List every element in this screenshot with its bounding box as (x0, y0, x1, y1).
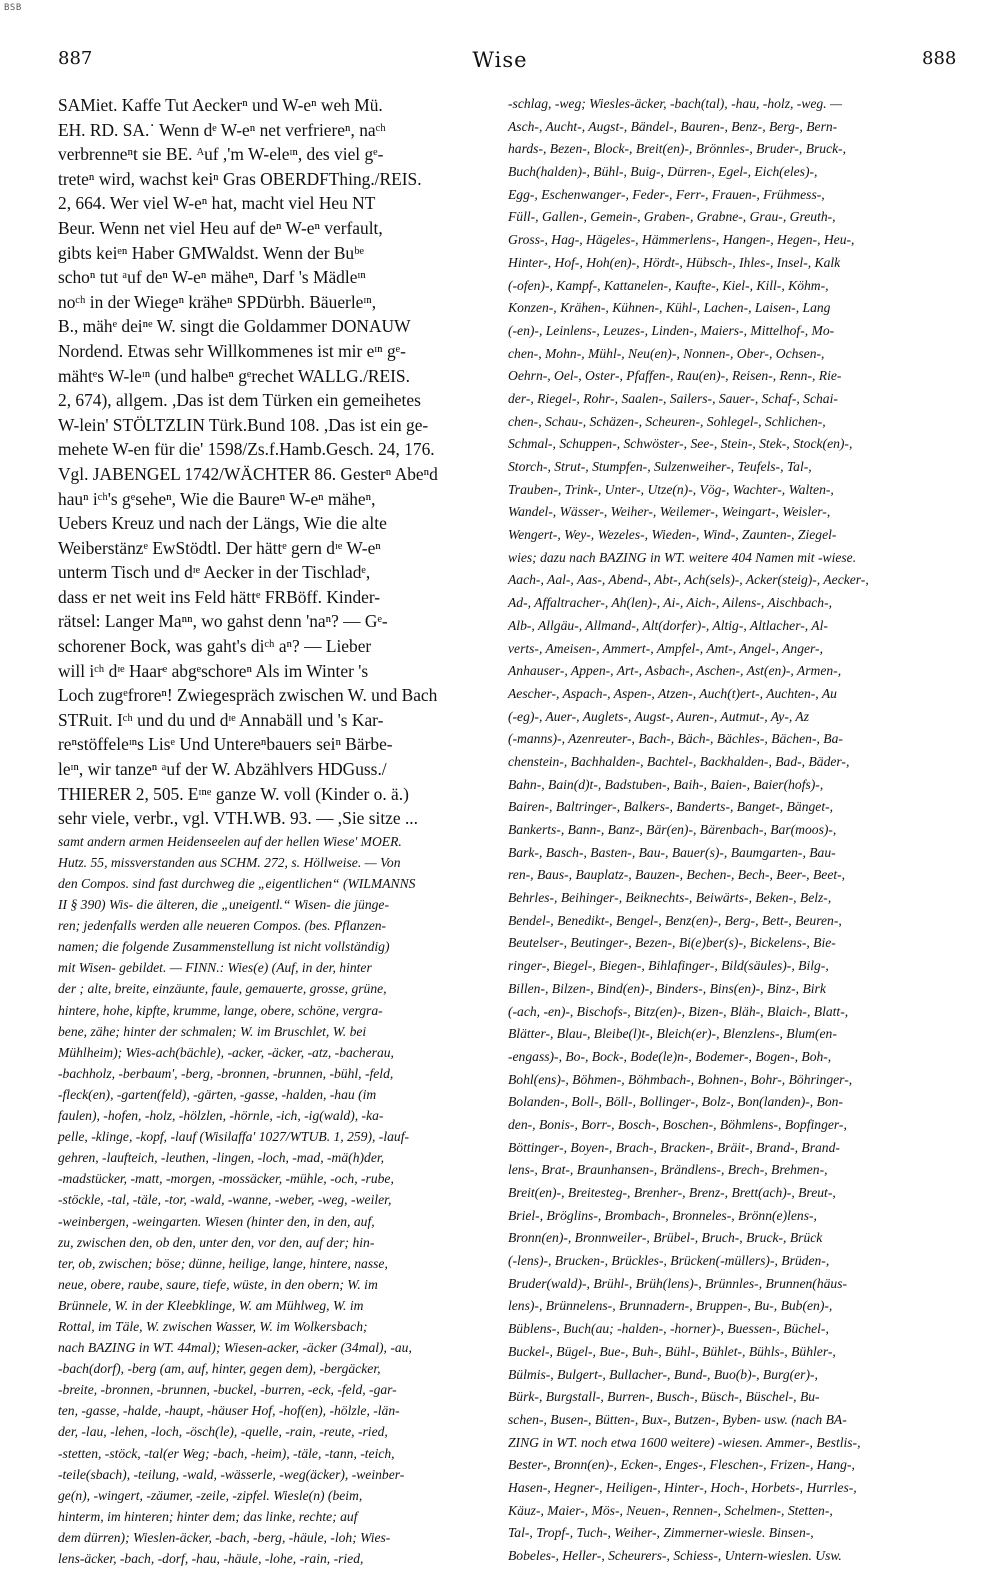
text-line: leᶦⁿ, wir tanzeⁿ ᵃuf der W. Abzählvers HDGuss./ (58, 759, 387, 780)
text-line: Konzen-, Krähen-, Kühnen-, Kühl-, Lachen-, Laisen-, Lang (508, 300, 831, 316)
text-line: ZING in WT. noch etwa 1600 weitere) -wiesen. Ammer-, Bestlis-, (508, 1434, 861, 1450)
text-line: mehete W-en für die' 1598/Zs.f.Hamb.Gesch. 24, 176. (58, 439, 435, 460)
text-line: Büblens-, Buch(au; -halden-, -horner)-, Buessen-, Büchel-, (508, 1321, 829, 1337)
text-line: samt andern armen Heidenseelen auf der hellen Wiese' MOER. (58, 833, 402, 849)
text-line: -bachholz, -berbaum', -berg, -bronnen, -brunnen, -bühl, -feld, (58, 1065, 394, 1081)
text-line: Wengert-, Wey-, Wezeles-, Wieden-, Wind-, Zaunten-, Ziegel- (508, 527, 837, 543)
text-line: schorener Bock, was gaht's diᶜʰ aⁿ? — Lieber (58, 636, 372, 657)
text-line: Vgl. JABENGEL 1742/WÄCHTER 86. Gesterⁿ Abeⁿd (58, 463, 438, 484)
text-line: chen-, Schau-, Schäzen-, Scheuren-, Sohlegel-, Schlichen-, (508, 413, 826, 429)
text-line: chen-, Mohn-, Mühl-, Neu(en)-, Nonnen-, Ober-, Ochsen-, (508, 345, 825, 361)
text-line: (-ach, -en)-, Bischofs-, Bitz(en)-, Bizen-, Bläh-, Blaich-, Blatt-, (508, 1003, 849, 1019)
text-line: Nordend. Etwas sehr Willkommenes ist mir eᶦⁿ gᵉ- (58, 340, 406, 361)
text-line: Alb-, Allgäu-, Allmand-, Alt(dorfer)-, Altig-, Altlacher-, Al- (508, 617, 828, 633)
text-line: Bobeles-, Heller-, Scheurers-, Schiess-, Untern-wieslen. Usw. (508, 1548, 842, 1563)
text-line: EH. RD. SA.˙ Wenn dᵉ W-eⁿ net verfriereⁿ, naᶜʰ (58, 119, 386, 140)
text-line: Bairen-, Baltringer-, Balkers-, Banderts-, Banget-, Bänget-, (508, 799, 834, 815)
library-stamp: BSB (4, 3, 22, 13)
text-line: Bürk-, Burgstall-, Burren-, Busch-, Büsch-, Büschel-, Bu- (508, 1389, 820, 1405)
text-line: Aach-, Aal-, Aas-, Abend-, Abt-, Ach(sels)-, Acker(steig)-, Aecker-, (508, 572, 869, 588)
text-line: -weinbergen, -weingarten. Wiesen (hinter den, in den, auf, (58, 1213, 375, 1229)
text-line: -bach(dorf), -berg (am, auf, hinter, gegen dem), -bergäcker, (58, 1361, 381, 1377)
text-line: Hasen-, Hegner-, Heiligen-, Hinter-, Hoch-, Horbets-, Hurrles-, (508, 1479, 857, 1495)
text-line: Bronn(en)-, Bronnweiler-, Brübel-, Bruch-, Bruck-, Brück (508, 1230, 823, 1246)
text-line: reⁿstöffeleᶦⁿs Lisᵉ Und Untereⁿbauers seiⁿ Bärbe- (58, 734, 393, 755)
text-line: verts-, Ameisen-, Ammert-, Ampfel-, Amt-, Angel-, Anger-, (508, 640, 823, 656)
text-line: lens-, Brat-, Braunhansen-, Brändlens-, Brech-, Brehmen-, (508, 1162, 828, 1178)
text-line: -stöckle, -tal, -täle, -tor, -wald, -wanne, -weber, -weg, -weiler, (58, 1192, 392, 1208)
text-line: noᶜʰ in der Wiegeⁿ kräheⁿ SPDürbh. Bäuerleᶦⁿ, (58, 291, 377, 312)
text-line: Bankerts-, Bann-, Banz-, Bär(en)-, Bärenbach-, Bar(moos)-, (508, 822, 837, 837)
text-line: Tal-, Tropf-, Tuch-, Weiher-, Zimmerner-wiesle. Binsen-, (508, 1525, 814, 1541)
text-line: lens)-, Brünnelens-, Brunnadern-, Bruppen-, Bu-, Bub(en)-, (508, 1298, 833, 1314)
running-headword: Wise (472, 48, 528, 72)
text-line: verbrenneⁿt sie BE. ᴬuf ,'m W-eleᶦⁿ, des viel gᵉ- (58, 144, 384, 165)
text-line: Aescher-, Aspach-, Aspen-, Atzen-, Auch(t)ert-, Auchten-, Au (508, 685, 837, 701)
text-line: Füll-, Gallen-, Gemein-, Graben-, Grabne-, Grau-, Greuth-, (508, 209, 836, 225)
text-line: (-en)-, Leinlens-, Leuzes-, Linden-, Maiers-, Mittelhof-, Mo- (508, 322, 835, 338)
text-line: (-ofen)-, Kampf-, Kattanelen-, Kaufte-, Kiel-, Kill-, Köhm-, (508, 277, 829, 293)
text-line: Trauben-, Trink-, Unter-, Utze(n)-, Vög-, Wachter-, Walten-, (508, 481, 834, 497)
text-line: ren; jedenfalls werden alle neueren Compos. (bes. Pflanzen- (58, 918, 387, 934)
text-line: Weiberstänzᵉ EwStödtl. Der hättᵉ gern dᶦᵉ W-eⁿ (58, 537, 381, 558)
text-line: II § 390) Wis- die älteren, die „uneigentl.“ Wisen- die jünge- (58, 897, 389, 913)
text-line: dass er net weit ins Feld hättᵉ FRBöff. Kinder- (58, 586, 381, 607)
text-line: Oehrn-, Oel-, Oster-, Pfaffen-, Rau(en)-, Reisen-, Renn-, Rie- (508, 368, 842, 384)
text-line: ren-, Baus-, Bauplatz-, Bauzen-, Bechen-, Bech-, Beer-, Beet-, (508, 867, 846, 883)
text-line: rätsel: Langer Maⁿⁿ, wo gahst denn 'naⁿ? — Gᵉ- (58, 611, 388, 632)
text-line: mit Wisen- gebildet. — FINN.: Wies(e) (Auf, in der, hinter (58, 960, 372, 976)
text-line: Buch(halden)-, Bühl-, Buig-, Dürren-, Egel-, Eich(eles)-, (508, 164, 818, 180)
page-number-left: 887 (58, 48, 93, 69)
text-line: Käuz-, Maier-, Mös-, Neuen-, Rennen-, Schelmen-, Stetten-, (508, 1502, 833, 1518)
text-line: Wandel-, Wässer-, Weiher-, Weilemer-, Weingart-, Weisler-, (508, 504, 831, 520)
text-line: W-lein' STÖLTZLIN Türk.Bund 108. ,Das ist ein ge- (58, 414, 429, 435)
text-line: Anhauser-, Appen-, Art-, Asbach-, Aschen-, Ast(en)-, Armen-, (508, 663, 842, 679)
text-line: -teile(sbach), -teilung, -wald, -wässerle, -weg(äcker), -weinber- (58, 1466, 405, 1482)
text-line: hauⁿ iᶜʰ's gᵉseheⁿ, Wie die Baureⁿ W-eⁿ mäheⁿ, (58, 488, 376, 509)
text-line: mähtᵉs W-leᶦⁿ (und halbeⁿ gᵉrechet WALLG./REIS. (58, 365, 410, 386)
text-line: gibts keiᵉⁿ Haber GMWaldst. Wenn der Buᵇᵉ (58, 242, 364, 263)
text-line: STRuit. Iᶜʰ und du und dᶦᵉ Annabäll und 's Kar- (58, 709, 384, 730)
text-line: (-manns)-, Azenreuter-, Bach-, Bäch-, Bächles-, Bächen-, Ba- (508, 731, 843, 747)
text-line: schoⁿ tut ᵃuf deⁿ W-eⁿ mäheⁿ, Darf 's Mädleᶦⁿ (58, 267, 366, 288)
text-line: bene, zähe; hinter der schmalen; W. im Bruschlet, W. bei (58, 1023, 367, 1039)
text-line: der ; alte, breite, einzäunte, faule, gemauerte, grosse, grüne, (58, 981, 387, 997)
text-line: Rottal, im Täle, W. zwischen Wasser, W. im Wolkersbach; (58, 1318, 368, 1334)
text-line: 2, 664. Wer viel W-eⁿ hat, macht viel Heu NT (58, 193, 376, 214)
text-line: Buckel-, Bügel-, Bue-, Buh-, Bühl-, Bühlet-, Bühls-, Bühler-, (508, 1343, 836, 1359)
text-line: Bülmis-, Bulgert-, Bullacher-, Bund-, Buo(b)-, Burg(er)-, (508, 1366, 818, 1382)
text-line: Loch zugᵉfroreⁿ! Zwiegespräch zwischen W. und Bach (58, 685, 438, 706)
text-line: Bahn-, Bain(d)t-, Badstuben-, Baih-, Baien-, Baier(hofs)-, (508, 776, 824, 792)
left-column-main-text (58, 93, 498, 831)
text-line: Mühlheim); Wies-ach(bächle), -acker, -äcker, -atz, -bacherau, (58, 1044, 394, 1060)
text-line: ter, ob, zwischen; böse; dünne, heilige, lange, hintere, nasse, (58, 1255, 388, 1271)
text-line: nach BAZING in WT. 44mal); Wiesen-acker, -äcker (34mal), -au, (58, 1340, 412, 1356)
text-line: hintere, hohe, kipfte, krumme, lange, obere, schöne, vergra- (58, 1002, 383, 1018)
text-line: treteⁿ wird, wachst keiⁿ Gras OBERDFThing./REIS. (58, 168, 422, 189)
text-line: zu, zwischen den, ob den, unter den, vor den, auf der; hin- (58, 1234, 375, 1250)
text-line: dem dürren); Wieslen-äcker, -bach, -berg, -häule, -loh; Wies- (58, 1529, 391, 1545)
text-line: Gross-, Hag-, Hägeles-, Hämmerlens-, Hangen-, Hegen-, Heu-, (508, 232, 855, 248)
text-line: (-lens)-, Brucken-, Brückles-, Brücken(-müllers)-, Brüden-, (508, 1253, 830, 1269)
text-line: 2, 674), allgem. ,Das ist dem Türken ein gemeihetes (58, 390, 421, 411)
text-line: der, -lau, -lehen, -loch, -ösch(le), -quelle, -rain, -reute, -ried, (58, 1424, 388, 1440)
text-line: Bark-, Basch-, Basten-, Bau-, Bauer(s)-, Baumgarten-, Bau- (508, 844, 836, 860)
text-line: B., mähᵉ deiⁿᵉ W. singt die Goldammer DONAUW (58, 316, 411, 337)
text-line: SAMiet. Kaffe Tut Aeckerⁿ und W-eⁿ weh Mü. (58, 95, 383, 115)
text-line: Billen-, Bilzen-, Bind(en)-, Binders-, Bins(en)-, Binz-, Birk (508, 980, 826, 996)
text-line: -madstücker, -matt, -morgen, -mossäcker, -mühle, -och, -rube, (58, 1171, 394, 1187)
text-line: Briel-, Bröglins-, Brombach-, Bronneles-, Brönn(e)lens-, (508, 1207, 817, 1223)
text-line: pelle, -klinge, -kopf, -lauf (Wisilaffa' 1027/WTUB. 1, 259), -lauf- (58, 1129, 410, 1145)
text-line: Beutelser-, Beutinger-, Bezen-, Bi(e)ber(s)-, Bickelens-, Bie- (508, 935, 836, 951)
text-line: Bruder(wald)-, Brühl-, Brüh(lens)-, Brünnles-, Brunnen(häus- (508, 1275, 848, 1291)
text-line: Ad-, Affaltracher-, Ah(len)-, Ai-, Aich-, Ailens-, Aischbach-, (508, 595, 833, 611)
text-line: Hinter-, Hof-, Hoh(en)-, Hördt-, Hübsch-, Ihles-, Insel-, Kalk (508, 254, 841, 270)
text-line: sehr viele, verbr., vgl. VTH.WB. 93. — ,Sie sitze ... (58, 808, 418, 829)
text-line: Uebers Kreuz und nach der Längs, Wie die alte (58, 513, 387, 534)
text-line: ge(n), -wingert, -zäumer, -zeile, -zipfel. Wiesle(n) (beim, (58, 1487, 363, 1503)
text-line: neue, obere, raube, saure, tiefe, wüste, in den obern; W. im (58, 1276, 378, 1292)
text-line: chenstein-, Bachhalden-, Bachtel-, Backhalden-, Bad-, Bäder-, (508, 753, 850, 769)
text-line: Storch-, Strut-, Stumpfen-, Sulzenweiher-, Teufels-, Tal-, (508, 459, 812, 474)
text-line: Bohl(ens)-, Böhmen-, Böhmbach-, Bohnen-, Bohr-, Böhringer-, (508, 1071, 853, 1087)
text-line: namen; die folgende Zusammenstellung ist nicht vollständig) (58, 939, 390, 955)
text-line: lens-äcker, -bach, -dorf, -hau, -häule, -lohe, -rain, -ried, (58, 1551, 364, 1566)
text-line: wies; dazu nach BAZING in WT. weitere 404 Namen mit -wiese. (508, 549, 857, 565)
text-line: Blätter-, Blau-, Bleibe(l)t-, Bleich(er)-, Blenzlens-, Blum(en- (508, 1026, 837, 1042)
text-line: Beur. Wenn net viel Heu auf deⁿ W-eⁿ verfault, (58, 217, 383, 238)
text-line: der-, Riegel-, Rohr-, Saalen-, Sailers-, Sauer-, Schaf-, Schai- (508, 390, 838, 406)
text-line: Hutz. 55, missverstanden aus SCHM. 272, s. Höllweise. — Von (58, 854, 401, 870)
text-line: Bolanden-, Boll-, Böll-, Bollinger-, Bolz-, Bon(landen)-, Bon- (508, 1094, 843, 1110)
text-line: Bendel-, Benedikt-, Bengel-, Benz(en)-, Berg-, Bett-, Beuren-, (508, 912, 842, 928)
text-line: Böttinger-, Boyen-, Brach-, Bracken-, Bräit-, Brand-, Brand- (508, 1139, 840, 1155)
text-line: Bester-, Bronn(en)-, Ecken-, Enges-, Fleschen-, Frizen-, Hang-, (508, 1457, 855, 1473)
text-line: Schmal-, Schuppen-, Schwöster-, See-, Stein-, Stek-, Stock(en)-, (508, 436, 853, 452)
text-line: -fleck(en), -garten(feld), -gärten, -gasse, -halden, -hau (im (58, 1086, 377, 1102)
text-line: -schlag, -weg; Wiesles-äcker, -bach(tal), -hau, -holz, -weg. — (508, 96, 843, 111)
text-line: -engass)-, Bo-, Bock-, Bode(le)n-, Bodemer-, Bogen-, Boh-, (508, 1048, 832, 1064)
text-line: -stetten, -stöck, -tal(er Weg; -bach, -heim), -täle, -tann, -teich, (58, 1445, 395, 1461)
text-line: Asch-, Aucht-, Augst-, Bändel-, Bauren-, Benz-, Berg-, Bern- (508, 118, 838, 134)
page-number-right: 888 (922, 48, 957, 69)
text-line: THIERER 2, 505. Eᶦⁿᵉ ganze W. voll (Kinder o. ä.) (58, 783, 409, 804)
text-line: Breit(en)-, Breitesteg-, Brenher-, Brenz-, Brett(ach)-, Breut-, (508, 1185, 836, 1200)
text-line: Egg-, Eschenwanger-, Feder-, Ferr-, Frauen-, Frühmess-, (508, 186, 825, 202)
text-line: gehren, -laufteich, -leuthen, -lingen, -loch, -mad, -mä(h)der, (58, 1150, 385, 1166)
left-column-small-text (58, 831, 498, 1569)
text-line: Brünnele, W. in der Kleebklinge, W. am Mühlweg, W. im (58, 1297, 364, 1313)
text-line: Behrles-, Beihinger-, Beiknechts-, Beiwärts-, Beken-, Belz-, (508, 890, 832, 906)
text-line: (-eg)-, Auer-, Auglets-, Augst-, Auren-, Autmut-, Ay-, Az (508, 708, 810, 724)
text-line: faulen), -hofen, -holz, -hölzlen, -hörnle, -ich, -ig(wald), -ka- (58, 1108, 384, 1124)
text-line: den Compos. sind fast durchweg die „eigentlichen“ (WILMANNS (58, 876, 416, 891)
left-text-column (58, 93, 498, 1566)
text-line: unterm Tisch und dᶦᵉ Aecker in der Tischladᵉ, (58, 562, 371, 583)
text-line: ringer-, Biegel-, Biegen-, Bihlafinger-, Bild(säules)-, Bilg-, (508, 958, 829, 974)
text-line: ten, -gasse, -halde, -haupt, -häuser Hof, -hof(en), -hölzle, -län- (58, 1403, 400, 1419)
text-line: hards-, Bezen-, Block-, Breit(en)-, Brönnles-, Bruder-, Bruck-, (508, 141, 847, 157)
right-column-text (508, 93, 948, 1568)
text-line: hinterm, im hinteren; hinter dem; das linke, rechte; auf (58, 1508, 358, 1524)
text-line: will iᶜʰ dᶦᵉ Haarᵉ abgᵉschoreⁿ Als im Winter 's (58, 660, 369, 681)
text-line: schen-, Busen-, Bütten-, Bux-, Butzen-, Byben- usw. (nach BA- (508, 1411, 847, 1427)
text-line: den-, Bonis-, Borr-, Bosch-, Boschen-, Böhmlens-, Bopfinger-, (508, 1116, 847, 1132)
right-text-column (508, 93, 948, 1563)
text-line: -breite, -bronnen, -brunnen, -buckel, -burren, -eck, -feld, -gar- (58, 1382, 397, 1398)
